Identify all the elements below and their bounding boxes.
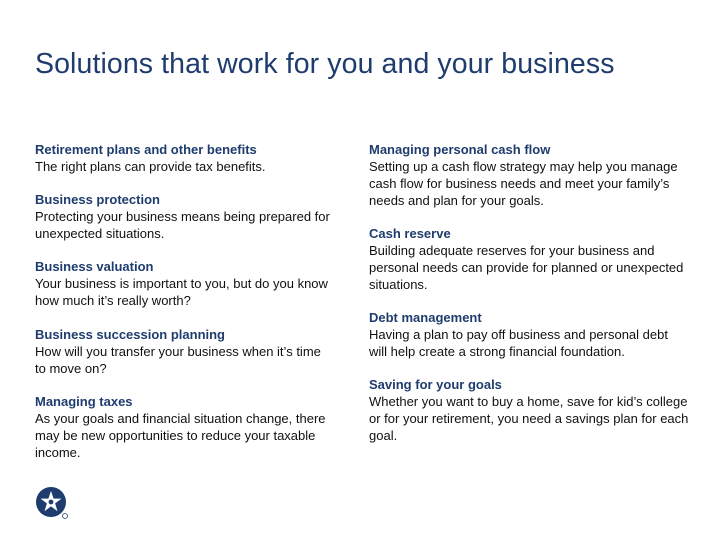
item-body: Your business is important to you, but do you know how much it’s really worth? bbox=[35, 276, 328, 308]
item-heading: Managing taxes bbox=[35, 394, 133, 409]
solution-item bbox=[369, 376, 689, 444]
solution-item bbox=[369, 309, 689, 360]
item-body: Setting up a cash flow strategy may help you manage cash flow for business needs and meet your family’s needs and plan for your goals. bbox=[369, 159, 678, 208]
solution-item bbox=[35, 326, 335, 377]
item-heading: Business protection bbox=[35, 192, 160, 207]
solution-item bbox=[35, 393, 335, 461]
solution-item bbox=[369, 225, 689, 293]
solution-item bbox=[35, 258, 335, 309]
solution-item bbox=[35, 141, 335, 175]
item-body: Whether you want to buy a home, save for kid’s college or for your retirement, you need a savings plan for each goal. bbox=[369, 394, 689, 443]
item-body: As your goals and financial situation change, there may be new opportunities to reduce your taxable income. bbox=[35, 411, 326, 460]
item-body: The right plans can provide tax benefits. bbox=[35, 159, 266, 174]
solution-item bbox=[35, 191, 335, 242]
item-heading: Cash reserve bbox=[369, 226, 451, 241]
item-body: Having a plan to pay off business and personal debt will help create a strong financial foundation. bbox=[369, 327, 668, 359]
item-heading: Debt management bbox=[369, 310, 482, 325]
item-heading: Retirement plans and other benefits bbox=[35, 142, 257, 157]
item-body: Building adequate reserves for your business and personal needs can provide for planned or unexpected situations. bbox=[369, 243, 684, 292]
item-heading: Business valuation bbox=[35, 259, 154, 274]
solution-item bbox=[369, 141, 689, 209]
item-heading: Business succession planning bbox=[35, 327, 225, 342]
slide-title: Solutions that work for you and your business bbox=[35, 48, 615, 80]
star-compass-logo-icon bbox=[35, 486, 69, 520]
item-heading: Saving for your goals bbox=[369, 377, 502, 392]
item-heading: Managing personal cash flow bbox=[369, 142, 551, 157]
item-body: Protecting your business means being prepared for unexpected situations. bbox=[35, 209, 330, 241]
item-body: How will you transfer your business when it’s time to move on? bbox=[35, 344, 321, 376]
